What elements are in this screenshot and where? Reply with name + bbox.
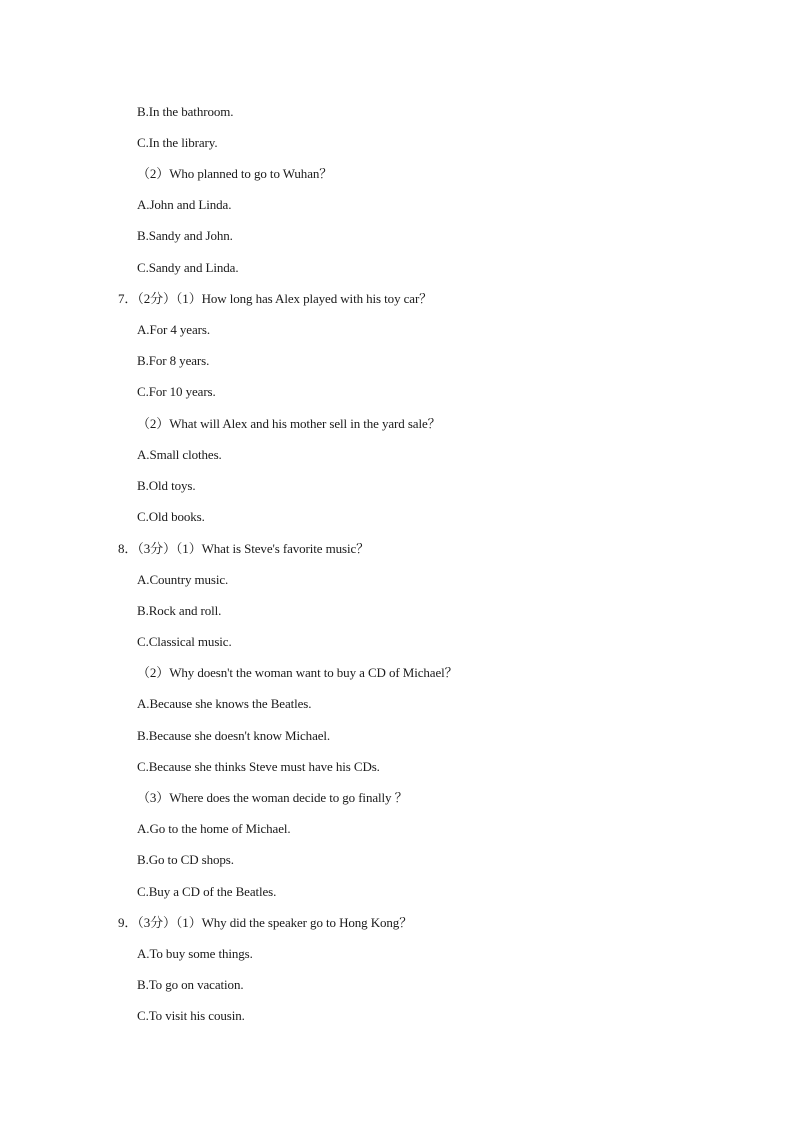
option-b-vacation: B.To go on vacation.	[137, 977, 244, 992]
option-c-buy-beatles-cd: C.Buy a CD of the Beatles.	[137, 884, 277, 899]
option-b-doesnt-know-michael: B.Because she doesn't know Michael.	[137, 728, 331, 743]
sub-question-8-2: （2）Why doesn't the woman want to buy a CD of Michael？	[137, 665, 458, 680]
question-8: 8．（3分）（1）What is Steve's favorite music？	[118, 541, 370, 556]
option-b-bathroom: B.In the bathroom.	[137, 104, 234, 119]
question-7: 7．（2分）（1）How long has Alex played with his toy car？	[118, 291, 433, 306]
option-a-country-music: A.Country music.	[137, 572, 229, 587]
option-a-knows-beatles: A.Because she knows the Beatles.	[137, 696, 312, 711]
question-9: 9．（3分）（1）Why did the speaker go to Hong Kong？	[118, 915, 413, 930]
sub-question-7-2: （2）What will Alex and his mother sell in the yard sale？	[137, 416, 441, 431]
sub-question-6-2: （2）Who planned to go to Wuhan？	[137, 166, 333, 181]
option-b-sandy-john: B.Sandy and John.	[137, 228, 233, 243]
option-b-old-toys: B.Old toys.	[137, 478, 196, 493]
option-c-classical-music: C.Classical music.	[137, 634, 232, 649]
option-c-visit-cousin: C.To visit his cousin.	[137, 1008, 245, 1023]
option-a-home-of-michael: A.Go to the home of Michael.	[137, 821, 291, 836]
option-c-library: C.In the library.	[137, 135, 218, 150]
option-a-4-years: A.For 4 years.	[137, 322, 210, 337]
option-c-sandy-linda: C.Sandy and Linda.	[137, 260, 239, 275]
option-c-10-years: C.For 10 years.	[137, 384, 216, 399]
option-a-buy-things: A.To buy some things.	[137, 946, 253, 961]
option-c-old-books: C.Old books.	[137, 509, 205, 524]
option-b-8-years: B.For 8 years.	[137, 353, 210, 368]
option-a-small-clothes: A.Small clothes.	[137, 447, 222, 462]
sub-question-8-3: （3）Where does the woman decide to go finally ？	[137, 790, 408, 805]
option-c-steve-has-cds: C.Because she thinks Steve must have his CDs.	[137, 759, 380, 774]
option-a-john-linda: A.John and Linda.	[137, 197, 232, 212]
option-b-rock-and-roll: B.Rock and roll.	[137, 603, 222, 618]
option-b-cd-shops: B.Go to CD shops.	[137, 852, 234, 867]
